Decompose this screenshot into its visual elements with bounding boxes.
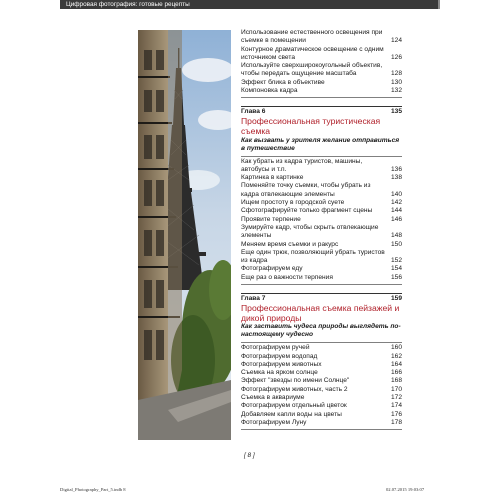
toc-entry-page: 132 [390, 87, 402, 95]
toc-entry-page: 144 [390, 207, 402, 215]
toc-entry-page: 146 [390, 215, 402, 223]
toc-entry-page: 168 [390, 377, 402, 385]
toc-entry-title: Фотографируем ручей [241, 344, 310, 352]
toc-entry-title: Съемка в аквариуме [241, 393, 305, 401]
toc-entry-title: Поменяйте точку съемки, чтобы убрать из кадра отвлекающие элементы [241, 182, 371, 198]
toc-entry [241, 377, 402, 385]
toc-entry-page: 164 [390, 360, 402, 368]
toc-entry-page: 152 [390, 257, 402, 265]
toc-entry-title: Фотографируем Луну [241, 418, 307, 426]
chapter-7-entries [241, 344, 402, 430]
toc-entry-page: 176 [390, 410, 402, 418]
toc-entry-page: 140 [390, 190, 402, 198]
chapter-7-page: 159 [390, 295, 402, 303]
toc-entry-title: Ищем простоту в городской суете [241, 199, 345, 207]
toc-entry [241, 274, 402, 282]
header-accent [438, 0, 440, 9]
toc-entry-title: Добавляем капли воды на цветы [241, 410, 342, 418]
toc-entry [241, 411, 402, 419]
toc-entry [241, 216, 402, 224]
toc-entry-page: 178 [390, 418, 402, 426]
chapter-7-title: Профессиональная съемка пейзажей и дикой природы [241, 303, 400, 323]
toc-entry-title: Сфотографируйте только фрагмент сцены [241, 207, 373, 215]
toc-entry-title: Использование естественного освещения при съемке в помещении [241, 29, 383, 45]
toc-entry-title: Компоновка кадра [241, 87, 298, 95]
toc-entry [241, 419, 402, 427]
toc-entry-title: Используйте сверхширокоугольный объектив, чтобы передать ощущение масштаба [241, 62, 383, 78]
toc-entry [241, 241, 402, 249]
toc-entry-page: 130 [390, 78, 402, 86]
print-footer-file: Digital_Photography_Part_5.indb 8 [60, 487, 126, 492]
toc-entry-title: Контурное драматическое освещение с одним источником света [241, 45, 384, 61]
toc-entry-page: 166 [390, 369, 402, 377]
toc-entry [241, 182, 402, 199]
toc-entry-title: Фотографируем животных, часть 2 [241, 385, 348, 393]
toc-entry-title: Эффект блика в объективе [241, 78, 325, 86]
chapter-7-subtitle: Как заставить чудеса природы выглядеть по-настоящему чудесно [241, 323, 402, 343]
toc-entry-title: Зумируйте кадр, чтобы скрыть отвлекающие элементы [241, 223, 379, 240]
toc-entry [241, 402, 402, 410]
toc-entry-page: 126 [390, 53, 402, 61]
toc-entry-title: Проявите терпение [241, 215, 301, 223]
chapter-6-title: Профессиональная туристическая съемка [241, 116, 381, 136]
toc-entry [241, 87, 402, 95]
toc-entry-page: 148 [390, 232, 402, 240]
toc-entry-title: Съемка на ярком солнце [241, 369, 318, 377]
chapter-6-heading [241, 106, 402, 116]
chapter-6-entries [241, 158, 402, 285]
toc-entry [241, 79, 402, 87]
toc-entry-page: 128 [390, 70, 402, 78]
toc-entry-title: Эффект "звезды по имени Солнце" [241, 377, 350, 385]
toc-entry-page: 162 [390, 352, 402, 360]
toc-entry-title: Меняем время съемки и ракурс [241, 240, 339, 248]
chapter-6-subtitle: Как вызвать у зрителя желание отправиться в путешествие [241, 137, 402, 157]
eiffel-tower-photo [138, 30, 231, 440]
toc-entry [241, 265, 402, 273]
toc-entry [241, 249, 402, 266]
toc-entry-page: 170 [390, 385, 402, 393]
toc-entry [241, 46, 402, 63]
toc-entry [241, 158, 402, 175]
toc-entry-page: 142 [390, 199, 402, 207]
toc-entry [241, 353, 402, 361]
toc-entry-title: Фотографируем водопад [241, 352, 318, 360]
toc-entry [241, 62, 402, 79]
toc-entry-page: 160 [390, 344, 402, 352]
toc-entry-title: Картинка в картинке [241, 174, 304, 182]
page-number: [ 8 ] [244, 452, 255, 459]
toc-entry-title: Фотографируем отдельный цветок [241, 402, 347, 410]
toc-entry-page: 156 [390, 273, 402, 281]
toc-entry-title: Как убрать из кадра туристов, машины, автобусы и т.п. [241, 157, 363, 173]
toc-entry [241, 29, 402, 46]
toc-entry-page: 172 [390, 393, 402, 401]
toc-entry-title: Фотографируем животных [241, 360, 322, 368]
toc-entry-page: 154 [390, 265, 402, 273]
chapter-7-heading [241, 293, 402, 303]
table-of-contents [241, 29, 402, 430]
chapter-6-page: 135 [390, 108, 402, 116]
toc-entry [241, 207, 402, 215]
toc-entry [241, 386, 402, 394]
toc-entry-page: 138 [390, 174, 402, 182]
toc-entry-title: Еще один трюк, позволяющий убрать туристов из кадра [241, 248, 385, 265]
chapter-6-label: Глава 6 [241, 108, 266, 116]
running-header: Цифровая фотография: готовые рецепты [60, 0, 438, 9]
toc-entry [241, 344, 402, 352]
toc-entry-title: Еще раз о важности терпения [241, 273, 333, 281]
print-footer-timestamp: 02.07.2015 19:03:07 [386, 487, 425, 492]
chapter-7-label: Глава 7 [241, 295, 266, 303]
toc-entry-page: 174 [390, 402, 402, 410]
toc-entry-page: 124 [390, 37, 402, 45]
toc-entry [241, 369, 402, 377]
toc-entry-page: 136 [390, 165, 402, 173]
toc-entry-title: Фотографируем еду [241, 265, 303, 273]
toc-entry [241, 361, 402, 369]
toc-entry [241, 224, 402, 241]
toc-intro-group [241, 29, 402, 98]
toc-entry-page: 150 [390, 240, 402, 248]
